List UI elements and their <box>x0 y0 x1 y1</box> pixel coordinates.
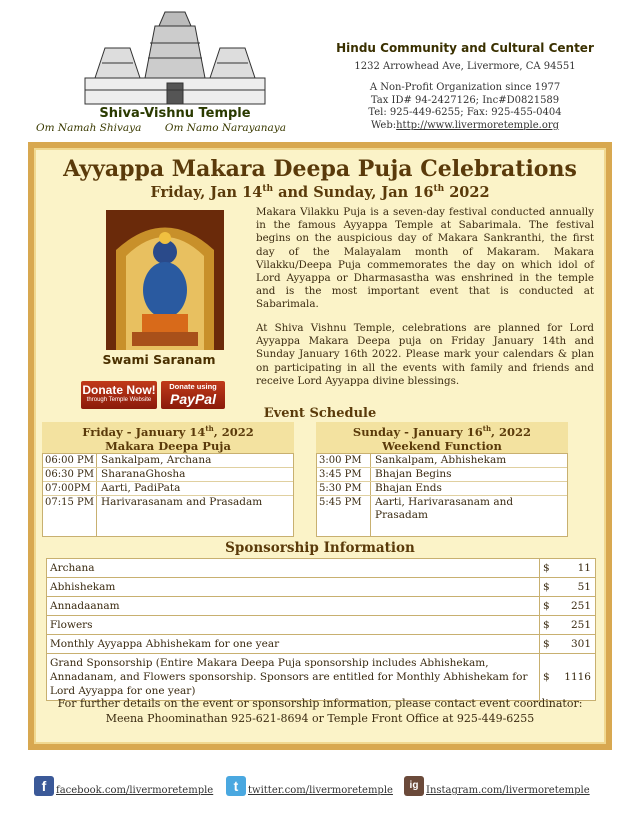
schedule-event: Aarti, PadiPata <box>101 481 181 494</box>
sponsorship-desc: Annadaanam <box>50 600 120 612</box>
sponsorship-amount <box>539 597 595 615</box>
instagram-icon[interactable]: ig <box>404 776 424 796</box>
schedule-row <box>43 496 293 536</box>
heading-part: Sunday - January 16 <box>352 424 483 439</box>
sponsorship-amount <box>539 654 595 700</box>
friday-heading <box>42 422 294 439</box>
page-header <box>0 0 638 140</box>
org-web <box>330 120 600 133</box>
date-part: 2022 <box>444 184 490 201</box>
sunday-heading <box>316 422 568 439</box>
sponsorship-desc: Grand Sponsorship (Entire Makara Deepa Puja sponsorship includes Abhishekam, Annadanam, and Flowers sponsorship. Sponsors are entitled for Monthly Abhishekam for Lord Ayyappa for one year) <box>50 657 528 697</box>
schedule-time: 07:15 PM <box>43 496 97 536</box>
org-address: 1232 Arrowhead Ave, Livermore, CA 94551 <box>354 60 576 72</box>
donate-paypal-toplabel: Donate using <box>169 382 217 391</box>
sponsorship-amount <box>539 578 595 596</box>
friday-rows <box>42 453 294 537</box>
event-description: Makara Vilakku Puja is a seven-day festival conducted annually in the famous Ayyappa Temple at Sabarimala. The festival begins on the auspicious day of Makara Sankranthi, the first day of the Malayalam month of Makaram. Makara Vilakku/Deepa Puja commemorates the day on which idol of Lord Ayyappa or Dharmasastha was enshrined in the temple and is the most important event that is conducted at Sabarimala. <box>256 206 594 311</box>
heading-part: Friday - January 14 <box>82 424 206 439</box>
currency-symbol: $ <box>543 638 550 650</box>
facebook-link[interactable]: facebook.com/livermoretemple <box>56 785 214 796</box>
twitter-link-group <box>226 772 393 796</box>
schedule-event: Harivarasanam and Prasadam <box>101 495 263 508</box>
contact-note-line1: For further details on the event or sponsorship information, please contact event coordinator: <box>57 697 583 710</box>
schedule-event: Sankalpam, Abhishekam <box>375 453 507 466</box>
instagram-link[interactable]: Instagram.com/livermoretemple <box>426 785 590 796</box>
paypal-label: PayPal <box>170 391 216 407</box>
date-part: Friday, Jan 14 <box>150 184 263 201</box>
heading-sup: th <box>482 424 492 433</box>
schedule-time: 3:00 PM <box>317 454 371 467</box>
ayyappa-deity-image <box>106 210 224 350</box>
schedule-time: 06:00 PM <box>43 454 97 467</box>
event-dates <box>34 184 606 201</box>
sponsorship-row <box>47 616 595 635</box>
date-sup: th <box>262 184 274 195</box>
schedule-time: 3:45 PM <box>317 468 371 481</box>
schedule-time: 07:00PM <box>43 482 97 495</box>
sponsorship-row <box>47 559 595 578</box>
sunday-schedule <box>316 422 568 537</box>
schedule-time: 5:45 PM <box>317 496 371 536</box>
schedule-event: SharanaGhosha <box>101 467 186 480</box>
amount-value: 51 <box>577 581 591 593</box>
donate-now-button[interactable] <box>81 381 157 409</box>
schedule-row <box>43 468 293 482</box>
temple-gopuram-illustration <box>75 8 275 106</box>
schedule-event: Sankalpam, Archana <box>101 453 212 466</box>
sponsorship-desc: Monthly Ayyappa Abhishekam for one year <box>50 638 280 650</box>
twitter-icon[interactable]: t <box>226 776 246 796</box>
facebook-icon[interactable]: f <box>34 776 54 796</box>
sponsorship-desc: Flowers <box>50 619 93 631</box>
schedule-title: Event Schedule <box>263 406 377 421</box>
event-announcement: At Shiva Vishnu Temple, celebrations are planned for Lord Ayyappa Makara Deepa puja on Friday January 14th and Sunday January 16th 2022. Please mark your calendars & plan on participating in all the events with family and friends and receive Lord Ayyappa divine blessings. <box>256 322 594 387</box>
sponsorship-row <box>47 635 595 654</box>
org-phone: Tel: 925-449-6255; Fax: 925-455-0404 <box>368 107 562 118</box>
sponsorship-amount <box>539 616 595 634</box>
friday-subheading: Makara Deepa Puja <box>42 439 294 453</box>
org-info <box>330 42 600 132</box>
sponsorship-row <box>47 597 595 616</box>
sunday-rows <box>316 453 568 537</box>
heading-part: , 2022 <box>213 424 254 439</box>
amount-value: 301 <box>570 638 591 650</box>
sponsorship-amount <box>539 635 595 653</box>
schedule-row <box>43 482 293 496</box>
amount-value: 11 <box>577 562 591 574</box>
sponsorship-title: Sponsorship Information <box>225 540 415 556</box>
amount-value: 1116 <box>564 671 591 683</box>
mantra-shiva: Om Namah Shivaya <box>36 122 142 134</box>
org-taxid: Tax ID# 94-2427126; Inc#D0821589 <box>370 94 560 106</box>
schedule-event: Aarti, Harivarasanam and Prasadam <box>375 495 514 521</box>
donate-paypal-button[interactable] <box>161 381 225 409</box>
event-title: Ayyappa Makara Deepa Puja Celebrations <box>63 156 577 182</box>
org-name: Hindu Community and Cultural Center <box>336 41 594 55</box>
date-part: and Sunday, Jan 16 <box>273 184 434 201</box>
instagram-link-group <box>404 772 590 796</box>
mantras <box>36 122 306 134</box>
web-prefix: Web: <box>370 119 397 131</box>
sponsorship-table <box>46 558 596 701</box>
facebook-link-group <box>34 772 213 796</box>
amount-value: 251 <box>570 600 591 612</box>
schedule-event: Bhajan Begins <box>375 467 452 480</box>
schedule-row <box>317 496 567 536</box>
org-nonprofit: A Non-Profit Organization since 1977 <box>369 82 561 93</box>
currency-symbol: $ <box>543 562 550 574</box>
friday-schedule <box>42 422 294 537</box>
amount-value: 251 <box>570 619 591 631</box>
sponsorship-row <box>47 578 595 597</box>
event-flyer-frame <box>28 142 612 750</box>
heading-sup: th <box>205 424 214 433</box>
contact-note <box>34 696 606 726</box>
sponsorship-amount <box>539 559 595 577</box>
website-link[interactable]: http://www.livermoretemple.org <box>396 119 560 131</box>
mantra-narayana: Om Namo Narayanaya <box>164 122 286 134</box>
schedule-time: 5:30 PM <box>317 482 371 495</box>
donate-now-sublabel: through Temple Website <box>86 397 152 403</box>
schedule-time: 06:30 PM <box>43 468 97 481</box>
currency-symbol: $ <box>543 581 550 593</box>
deity-caption: Swami Saranam <box>102 352 216 367</box>
contact-note-line2: Meena Phoominathan 925-621-8694 or Temple Front Office at 925-449-6255 <box>105 712 535 725</box>
currency-symbol: $ <box>543 619 550 631</box>
schedule-event: Bhajan Ends <box>375 481 442 494</box>
currency-symbol: $ <box>543 600 550 612</box>
sponsorship-desc: Archana <box>50 562 95 574</box>
heading-part: , 2022 <box>491 424 532 439</box>
donate-now-label: Donate Now! <box>82 383 156 397</box>
schedule-row <box>317 468 567 482</box>
temple-name: Shiva-Vishnu Temple <box>99 106 251 121</box>
schedule-row <box>317 454 567 468</box>
twitter-link[interactable]: twitter.com/livermoretemple <box>248 785 393 796</box>
currency-symbol: $ <box>543 671 550 683</box>
sponsorship-desc: Abhishekam <box>50 581 116 593</box>
schedule-row <box>317 482 567 496</box>
schedule-row <box>43 454 293 468</box>
sponsorship-row <box>47 654 595 700</box>
sunday-subheading: Weekend Function <box>316 439 568 453</box>
date-sup: th <box>433 184 445 195</box>
